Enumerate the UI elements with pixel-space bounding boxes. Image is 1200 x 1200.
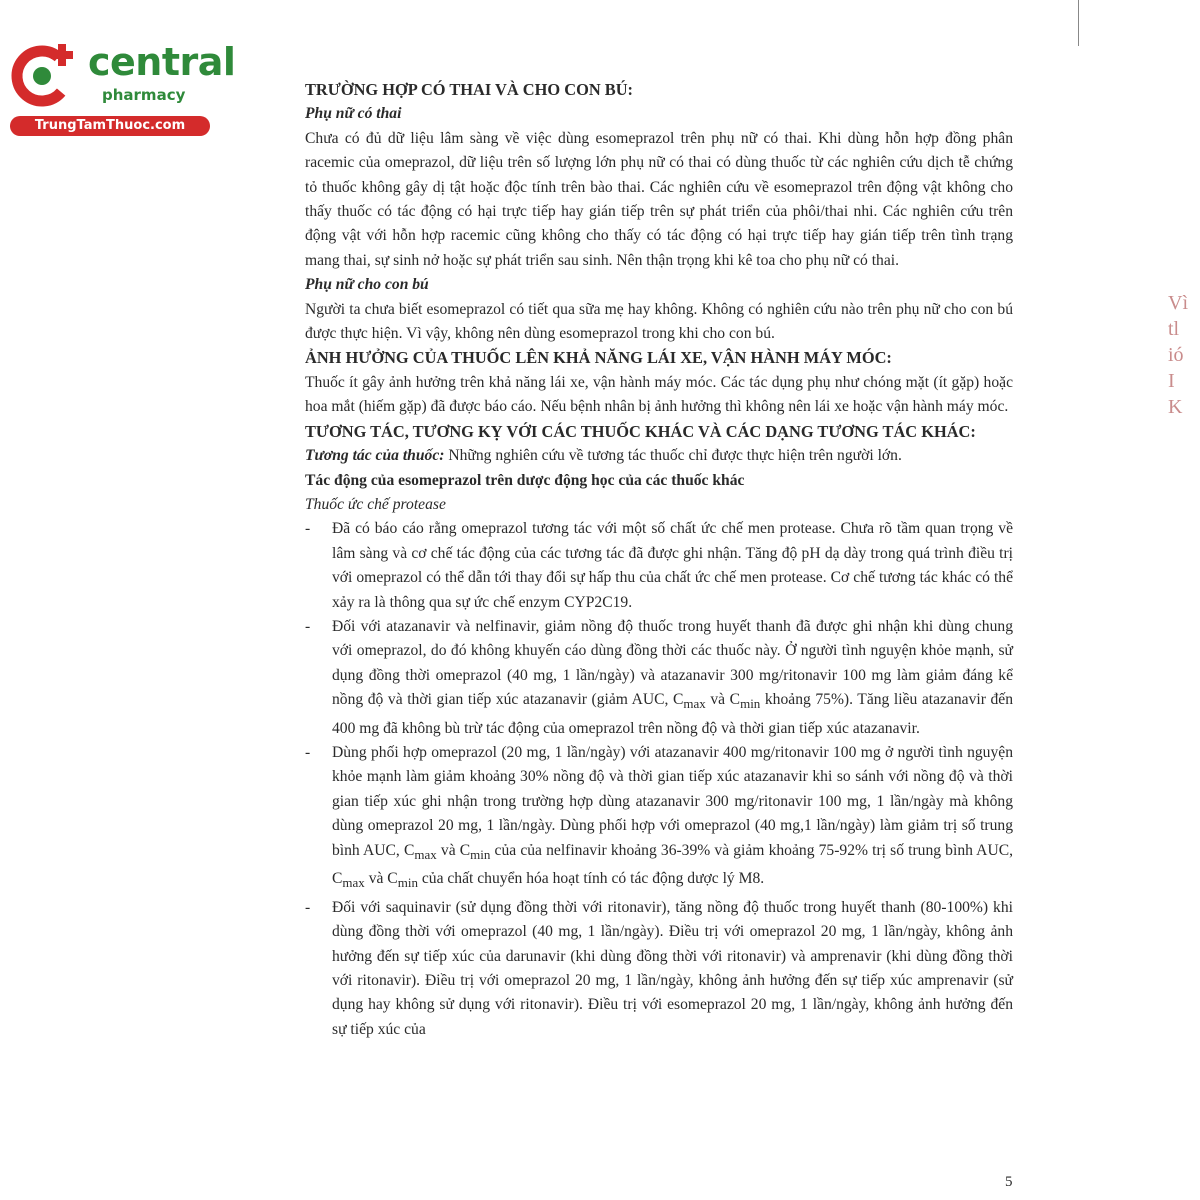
logo-site-url: TrungTamThuoc.com xyxy=(10,116,210,136)
subheading-pregnant-women: Phụ nữ có thai xyxy=(305,105,402,123)
text-run: Dùng phối hợp omeprazol (20 mg, 1 lần/ngày) với atazanavir 400 mg/ritonavir 100 mg ở người tình nguyện khỏe mạnh làm giảm khoảng 30% nồng độ và thời gian tiếp xúc atazanavir khi so sánh với nồng độ và thời gian tiếp xúc ghi nhận trong trường hợp dùng atazanavir 300 mg/ritonavir 100 mg, 1 lần/ngày mà không dùng omeprazol 20 mg, 1 lần/ngày. Dùng phối hợp với omeprazol (40 mg,1 lần/ngày) làm giảm trị số trung bình AUC, C xyxy=(332,744,1013,859)
subscript: max xyxy=(683,696,706,712)
logo-brand-name: central xyxy=(88,40,236,84)
pharmacy-logo-mark-icon xyxy=(10,38,86,114)
heading-pharmacokinetics: Tác động của esomeprazol trên dược động học của các thuốc khác xyxy=(305,471,745,489)
list-item xyxy=(305,896,1013,1042)
logo-brand-subname: pharmacy xyxy=(102,86,186,104)
list-dash: - xyxy=(305,898,311,916)
page-edge-fragments xyxy=(1168,290,1200,450)
interactions-intro-label: Tương tác của thuốc: xyxy=(305,447,445,465)
list-item xyxy=(305,517,1013,615)
text-run: của chất chuyển hóa hoạt tính có tác động dược lý M8. xyxy=(417,870,765,888)
list-item-text xyxy=(332,741,1013,896)
page-number: 5 xyxy=(1005,1174,1013,1190)
section-title-driving: ẢNH HƯỞNG CỦA THUỐC LÊN KHẢ NĂNG LÁI XE, VẬN HÀNH MÁY MÓC: xyxy=(305,348,892,368)
edge-fragment: I xyxy=(1168,370,1175,392)
list-dash: - xyxy=(305,617,311,635)
subscript: min xyxy=(470,846,491,862)
section-title-pregnancy: TRƯỜNG HỢP CÓ THAI VÀ CHO CON BÚ: xyxy=(305,80,633,99)
subscript: max xyxy=(342,875,365,891)
paragraph-interactions-intro xyxy=(305,444,1013,468)
list-item-text: Đối với saquinavir (sử dụng đồng thời với ritonavir), tăng nồng độ thuốc trong huyết thanh (80-100%) khi dùng đồng thời với omeprazol (40 mg, 1 lần/ngày). Điều trị với omeprazol 20 mg, 1 lần/ngày, không ảnh hưởng đến sự tiếp xúc của darunavir (khi dùng đồng thời với ritonavir) và amprenavir (khi dùng đồng thời với ritonavir). Điều trị với omeprazol 20 mg, 1 lần/ngày, không ảnh hưởng đến sự tiếp xúc amprenavir (sử dụng hay không sử dụng với ritonavir). Điều trị với esomeprazol 20 mg, 1 lần/ngày, không ảnh hưởng đến sự tiếp xúc của xyxy=(332,898,1013,1038)
text-run: và C xyxy=(436,841,471,859)
paragraph-breastfeeding: Người ta chưa biết esomeprazol có tiết qua sữa mẹ hay không. Không có nghiên cứu nào trên phụ nữ cho con bú được thực hiện. Vì vậy, không nên dùng esomeprazol trong khi cho con bú. xyxy=(305,300,1013,343)
list-dash: - xyxy=(305,744,311,762)
text-run: khoảng 75%). Tăng liều atazanavir đến 400 mg đã không bù trừ tác động của omeprazol trên nồng độ và thời gian tiếp xúc atazanavir. xyxy=(332,691,1014,737)
text-run: của của nelfinavir khoảng 36-39% và giảm khoảng 75-92% trị số trung bình AUC, C xyxy=(332,841,1014,888)
subscript: max xyxy=(414,846,437,862)
edge-fragment: K xyxy=(1168,396,1183,418)
subscript: min xyxy=(397,875,418,891)
paragraph-pregnancy: Chưa có đủ dữ liệu lâm sàng về việc dùng esomeprazol trên phụ nữ có thai. Khi dùng hỗn hợp đồng phân racemic của omeprazol, dữ liệu trên số lượng lớn phụ nữ có thai có dùng thuốc từ các nghiên cứu dịch tễ chứng tỏ thuốc không gây dị tật hoặc độc tính trên bào thai. Các nghiên cứu về esomeprazol trên động vật không cho thấy thuốc có tác động có hại trực tiếp hay gián tiếp trên sự phát triển của phôi/thai nhi. Các nghiên cứu trên động vật với hỗn hợp racemic cũng không cho thấy có tác động có hại trực tiếp hay gián tiếp trên tình trạng mang thai, sự sinh nở hoặc sự phát triển sau sinh. Nên thận trọng khi kê toa cho phụ nữ có thai. xyxy=(305,129,1013,269)
edge-fragment: tl xyxy=(1168,318,1180,340)
subscript: min xyxy=(740,696,761,712)
edge-fragment: Vì xyxy=(1168,292,1188,314)
interactions-intro-text: Những nghiên cứu về tương tác thuốc chỉ được thực hiện trên người lớn. xyxy=(444,447,902,465)
list-item-text xyxy=(332,615,1013,741)
text-run: và C xyxy=(364,870,398,888)
heading-protease-inhibitors: Thuốc ức chế protease xyxy=(305,495,446,513)
edge-fragment: ió xyxy=(1168,344,1184,366)
list-item xyxy=(305,615,1013,741)
text-run: Đối với atazanavir và nelfinavir, giảm nồng độ thuốc trong huyết thanh đã được ghi nhận khi dùng chung với omeprazol, do đó không khuyến cáo dùng đồng thời các thuốc này. Ở người tình nguyện khỏe mạnh, sử dụng đồng thời omeprazol (40 mg, 1 lần/ngày) và atazanavir 300 mg/ritonavir 100 mg làm giảm đáng kể nồng độ và thời gian tiếp xúc atazanavir (giảm AUC, C xyxy=(332,617,1013,709)
document-body xyxy=(305,78,1013,1042)
list-item-text: Đã có báo cáo rằng omeprazol tương tác với một số chất ức chế men protease. Chưa rõ tầm quan trọng về lâm sàng và cơ chế tác động của các tương tác đã được ghi nhận. Tăng độ pH dạ dày trong quá trình điều trị với omeprazol có thể dẫn tới thay đổi sự hấp thu của chất ức chế men protease. Cơ chế tương tác khác có thể xảy ra là thông qua sự ức chế enzym CYP2C19. xyxy=(332,520,1013,611)
list-dash: - xyxy=(305,520,311,538)
subheading-breastfeeding: Phụ nữ cho con bú xyxy=(305,276,429,294)
text-run: và C xyxy=(705,691,741,709)
section-title-interactions: TƯƠNG TÁC, TƯƠNG KỴ VỚI CÁC THUỐC KHÁC VÀ CÁC DẠNG TƯƠNG TÁC KHÁC: xyxy=(305,421,976,441)
paragraph-driving: Thuốc ít gây ảnh hưởng trên khả năng lái xe, vận hành máy móc. Các tác dụng phụ như chóng mặt (ít gặp) hoặc hoa mắt (hiếm gặp) đã được báo cáo. Nếu bệnh nhân bị ảnh hưởng thì không nên lái xe hoặc vận hành máy móc. xyxy=(305,373,1013,416)
list-item xyxy=(305,741,1013,896)
central-pharmacy-logo[interactable] xyxy=(10,38,236,138)
page-edge-line xyxy=(1078,0,1079,46)
